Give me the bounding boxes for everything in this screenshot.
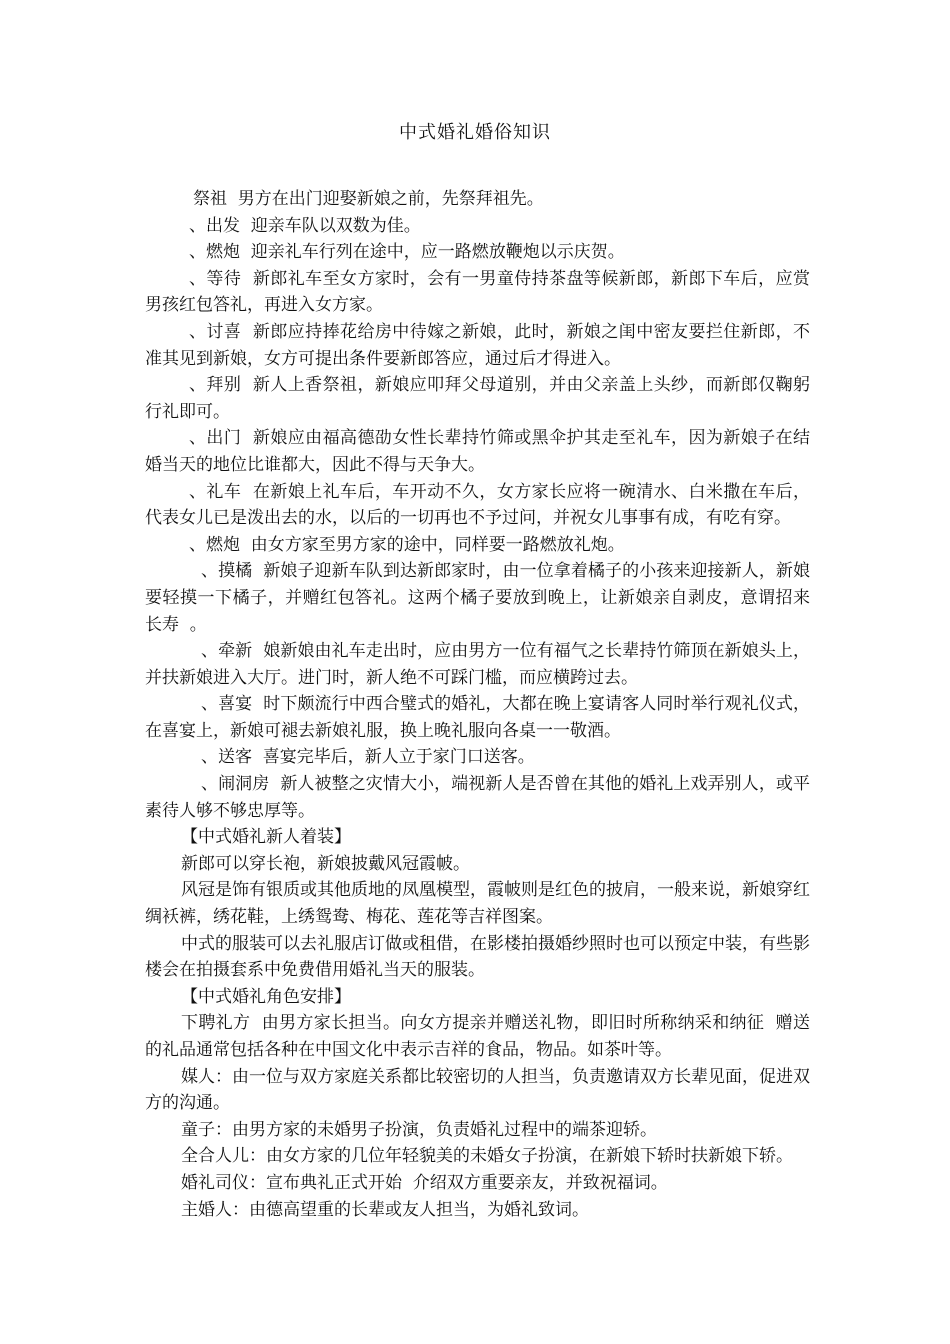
paragraph-role-bridesmaids: 全合人儿：由女方家的几位年轻貌美的未婚女子扮演，在新娘下轿时扶新娘下轿。: [181, 1146, 793, 1167]
section-heading-attire: 【中式婚礼新人着装】: [181, 827, 351, 848]
paragraph-firecrackers-return: 、燃炮 由女方家至男方家的途中，同样要一路燃放礼炮。: [189, 534, 625, 555]
paragraph-attire-3: 中式的服装可以去礼服店订做或租借，在影楼拍摄婚纱照时也可以预定中装，有些影楼会在拍摄套系中免费借用婚礼当天的服装。: [145, 933, 810, 981]
document-title: 中式婚礼婚俗知识: [399, 122, 551, 143]
paragraph-leading-bride: 、牵新 娘新娘由礼车走出时，应由男方一位有福气之长辈持竹筛顶在新娘头上，并扶新娘进入大厅。进门时，新人绝不可踩门槛，而应横跨过去。: [145, 641, 810, 688]
paragraph-leaving-home: 、出门 新娘应由福高德劭女性长辈持竹筛或黑伞护其走至礼车，因为新娘子在结婚当天的地位比谁都大，因此不得与天争大。: [145, 428, 810, 475]
paragraph-bridal-car: 、礼车 在新娘上礼车后，车开动不久，女方家长应将一碗清水、白米撒在车后，代表女儿已是泼出去的水，以后的一切再也不予过问，并祝女儿事事有成，有吃有穿。: [145, 481, 810, 529]
paragraph-waiting: 、等待 新郎礼车至女方家时，会有一男童侍持茶盘等候新郎，新郎下车后，应赏男孩红包答礼，再进入女方家。: [145, 268, 810, 316]
paragraph-banquet: 、喜宴 时下颇流行中西合璧式的婚礼，大都在晚上宴请客人同时举行观礼仪式，在喜宴上，新娘可褪去新娘礼服，换上晚礼服向各桌一一敬酒。: [145, 694, 810, 741]
paragraph-ancestor-worship: 祭祖 男方在出门迎娶新娘之前，先祭拜祖先。: [193, 189, 544, 209]
paragraph-farewell: 、拜别 新人上香祭祖，新娘应叩拜父母道别，并由父亲盖上头纱，而新郎仅鞠躬行礼即可。: [145, 375, 810, 422]
paragraph-taoxi: 、讨喜 新郎应持捧花给房中待嫁之新娘，此时，新娘之闺中密友要拦住新郎，不准其见到新娘，女方可提出条件要新郎答应，通过后才得进入。: [145, 321, 810, 369]
paragraph-role-matchmaker: 媒人：由一位与双方家庭关系都比较密切的人担当，负责邀请双方长辈见面，促进双方的沟通。: [145, 1066, 810, 1114]
paragraph-role-officiant: 主婚人：由德高望重的长辈或友人担当，为婚礼致词。: [181, 1199, 589, 1220]
paragraph-attire-1: 新郎可以穿长袍，新娘披戴风冠霞帔。: [181, 853, 470, 874]
paragraph-role-page-boy: 童子：由男方家的未婚男子扮演，负责婚礼过程中的端茶迎轿。: [181, 1119, 657, 1140]
paragraph-attire-2: 风冠是饰有银质或其他质地的凤凰模型，霞帔则是红色的披肩，一般来说，新娘穿红绸袄裤，绣花鞋，上绣鸳鸯、梅花、莲花等吉祥图案。: [145, 880, 810, 928]
paragraph-role-betrothal: 下聘礼方 由男方家长担当。向女方提亲并赠送礼物，即旧时所称纳采和纳征 赠送的礼品通常包括各种在中国文化中表示吉祥的食品，物品。如茶叶等。: [145, 1013, 810, 1060]
document-body: [145, 186, 821, 1223]
paragraph-role-emcee: 婚礼司仪：宣布典礼正式开始 介绍双方重要亲友，并致祝福词。: [181, 1172, 668, 1193]
paragraph-wedding-chamber: 、闹洞房 新人被整之灾情大小，端视新人是否曾在其他的婚礼上戏弄别人，或平素待人够不够忠厚等。: [145, 774, 810, 821]
section-heading-roles: 【中式婚礼角色安排】: [181, 986, 351, 1007]
paragraph-firecrackers-en-route: 、燃炮 迎亲礼车行列在途中，应一路燃放鞭炮以示庆贺。: [189, 242, 625, 263]
paragraph-touch-orange: 、摸橘 新娘子迎新车队到达新郎家时，由一位拿着橘子的小孩来迎接新人，新娘要轻摸一下橘子，并赠红包答礼。这两个橘子要放到晚上，让新娘亲自剥皮，意谓招来 长寿 。: [145, 561, 821, 635]
paragraph-seeing-off: 、送客 喜宴完毕后，新人立于家门口送客。: [201, 747, 535, 768]
paragraph-departure: 、出发 迎亲车队以双数为佳。: [189, 215, 421, 236]
